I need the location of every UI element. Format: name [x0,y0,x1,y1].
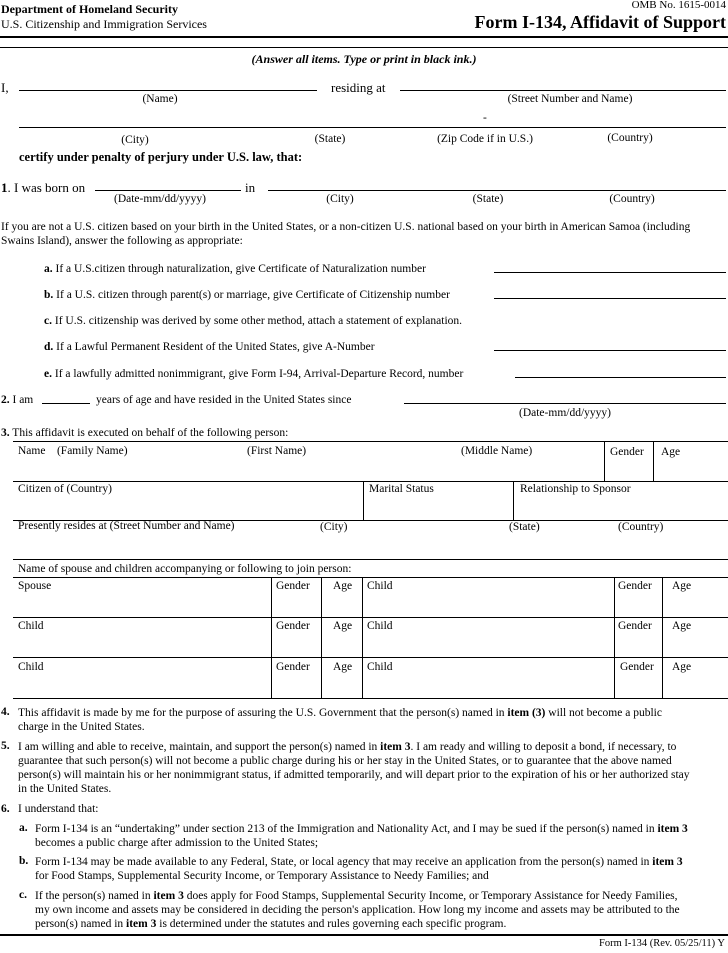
birth-country-caption: (Country) [609,193,655,205]
family-row-3-gender-right: Gender [620,661,654,673]
family-row-1-right: Child [367,580,393,592]
street-caption: (Street Number and Name) [507,93,633,105]
family-middle-divider [362,577,363,698]
resides-label: Presently resides at (Street Number and Name) [18,520,235,532]
birth-date-caption: (Date-mm/dd/yyyy) [114,193,206,205]
item6c-text: If the person(s) named in item 3 does apply for Food Stamps, Supplemental Security Income, or Temporary Assistance for Needy Families, my own income and assets may be considered in deciding the person's application. How long my income and assets may be attributed to the person(s) named in item 3 is determined under the statutes and rules governing each specific program. [35,890,680,930]
resides-row-bottom [13,559,728,560]
address-line-field[interactable] [19,127,726,128]
family-row-1-age: Age [333,580,353,592]
i-label: I, [1,80,9,95]
item4-text: This affidavit is made by me for the purpose of assuring the U.S. Government that the person(s) named in item (3) will not become a public charge in the United States. [18,707,662,733]
form-title: Form I-134, Affidavit of Support [474,12,726,32]
instructions: (Answer all items. Type or print in black ink.) [251,52,477,66]
family-row-3-left: Child [18,661,44,673]
zip-caption: (Zip Code if in U.S.) [437,133,533,145]
subitem-e: e. If a lawfully admitted nonimmigrant, give Form I-94, Arrival-Departure Record, number [44,368,464,380]
resides-state-label: (State) [509,521,540,533]
street-field[interactable] [400,90,726,91]
age-label: Age [661,446,681,458]
citizen-of-label: Citizen of (Country) [18,483,112,495]
birth-date-field[interactable] [95,190,241,191]
in-label: in [245,180,256,195]
marital-divider [363,481,364,521]
name-row-bottom [13,481,728,482]
family-gender-divider-right [614,577,615,698]
footer-rule [0,934,728,936]
family-row-1-gender: Gender [276,580,310,592]
age-divider [653,441,654,482]
item4-num: 4. [1,706,10,718]
table-top-rule [13,441,728,442]
family-row-2-bottom [13,657,728,658]
family-age-divider-right [662,577,663,698]
family-row-1-left: Spouse [18,580,52,592]
family-row-2-gender-right: Gender [618,620,652,632]
family-row-1-gender-right: Gender [618,580,652,592]
family-row-3-right: Child [367,661,393,673]
i94-number-field[interactable] [515,377,726,378]
header-rule [0,36,728,38]
family-row-1-age-right: Age [672,580,692,592]
first-name-label: (First Name) [247,445,307,457]
name-caption: (Name) [142,93,178,105]
relationship-label: Relationship to Sponsor [520,483,631,495]
item6a-text: Form I-134 is an “undertaking” under section 213 of the Immigration and Nationality Act, and I may be sued if the person(s) named in item 3 becomes a public charge after admission to the United States; [35,823,688,849]
name-label: Name (Family Name) [18,445,128,457]
family-table-top [13,577,728,578]
item6b-text: Form I-134 may be made available to any Federal, State, or local agency that may receive an application from the person(s) named in item 3 for Food Stamps, Supplemental Security Income, or Temporary Assistance to Needy Families; and [35,856,683,882]
agency-name: Department of Homeland Security [1,2,178,16]
item2-text: years of age and have resided in the United States since [96,394,352,406]
item6c-letter: c. [19,889,27,901]
birth-place-field[interactable] [268,190,726,191]
residing-label: residing at [331,80,386,95]
item3-label: 3. This affidavit is executed on behalf of the following person: [1,427,289,439]
family-age-divider-left [321,577,322,698]
item1-label: 1. I was born on [1,180,86,195]
certify-statement: certify under penalty of perjury under U.S. law, that: [19,150,303,164]
family-row-2-age-right: Age [672,620,692,632]
birth-state-caption: (State) [472,193,504,205]
birth-city-caption: (City) [326,193,354,205]
resides-city-label: (City) [320,521,348,533]
resided-date-caption: (Date-mm/dd/yyyy) [519,407,611,419]
family-row-2-age: Age [333,620,353,632]
family-row-3-age: Age [333,661,353,673]
subitem-b: b. If a U.S. citizen through parent(s) or marriage, give Certificate of Citizenship number [44,289,450,301]
header-rule-2 [0,47,728,48]
family-row-2-left: Child [18,620,44,632]
item6a-letter: a. [19,822,28,834]
item5-text: I am willing and able to receive, maintain, and support the person(s) named in item 3. I am ready and willing to deposit a bond, if necessary, to guarantee that such person(s) will not become a public charge during his or her stay in the United States, or to guarantee that the above named person(s) will maintain his or her nonimmigrant status, if admitted temporarily, and will depart prior to the expiration of his or her authorized stay in the United States. [18,741,690,795]
middle-name-label: (Middle Name) [461,445,533,457]
age-field[interactable] [42,403,90,404]
family-row-3-age-right: Age [672,661,692,673]
service-name: U.S. Citizenship and Immigration Services [1,17,207,31]
subitem-a: a. If a U.S.citizen through naturalization, give Certificate of Naturalization number [44,263,426,275]
footer-form-revision: Form I-134 (Rev. 05/25/11) Y [599,938,725,949]
citizenship-intro: If you are not a U.S. citizen based on your birth in the United States, or a non-citizen U.S. national based on your birth in American Samoa (including Swains Island), answer the following as appropriate: [1,221,691,247]
relationship-divider [513,481,514,521]
zip-dash: - [483,112,487,124]
resides-country-label: (Country) [618,521,664,533]
item5-num: 5. [1,740,10,752]
gender-label: Gender [610,446,644,458]
gender-divider [604,441,605,482]
item6b-letter: b. [19,855,29,867]
state-caption: (State) [314,133,346,145]
city-caption: (City) [121,134,149,146]
item6-num: 6. [1,803,10,815]
family-row-1-bottom [13,617,728,618]
citizenship-number-field[interactable] [494,298,726,299]
family-row-2-right: Child [367,620,393,632]
family-gender-divider-left [271,577,272,698]
omb-number: OMB No. 1615-0014 [631,0,726,11]
item6-text: I understand that: [18,803,99,815]
naturalization-number-field[interactable] [494,272,726,273]
marital-status-label: Marital Status [369,483,434,495]
country-caption: (Country) [607,132,653,144]
a-number-field[interactable] [494,350,726,351]
item2-i-am: 2. I am [1,394,34,406]
subitem-d: d. If a Lawful Permanent Resident of the United States, give A-Number [44,341,375,353]
name-field[interactable] [19,90,317,91]
spouse-children-label: Name of spouse and children accompanying or following to join person: [18,563,352,575]
family-table-bottom [13,698,728,699]
family-row-3-gender: Gender [276,661,310,673]
resided-since-field[interactable] [404,403,726,404]
subitem-c: c. If U.S. citizenship was derived by some other method, attach a statement of explanation. [44,315,463,327]
family-row-2-gender: Gender [276,620,310,632]
